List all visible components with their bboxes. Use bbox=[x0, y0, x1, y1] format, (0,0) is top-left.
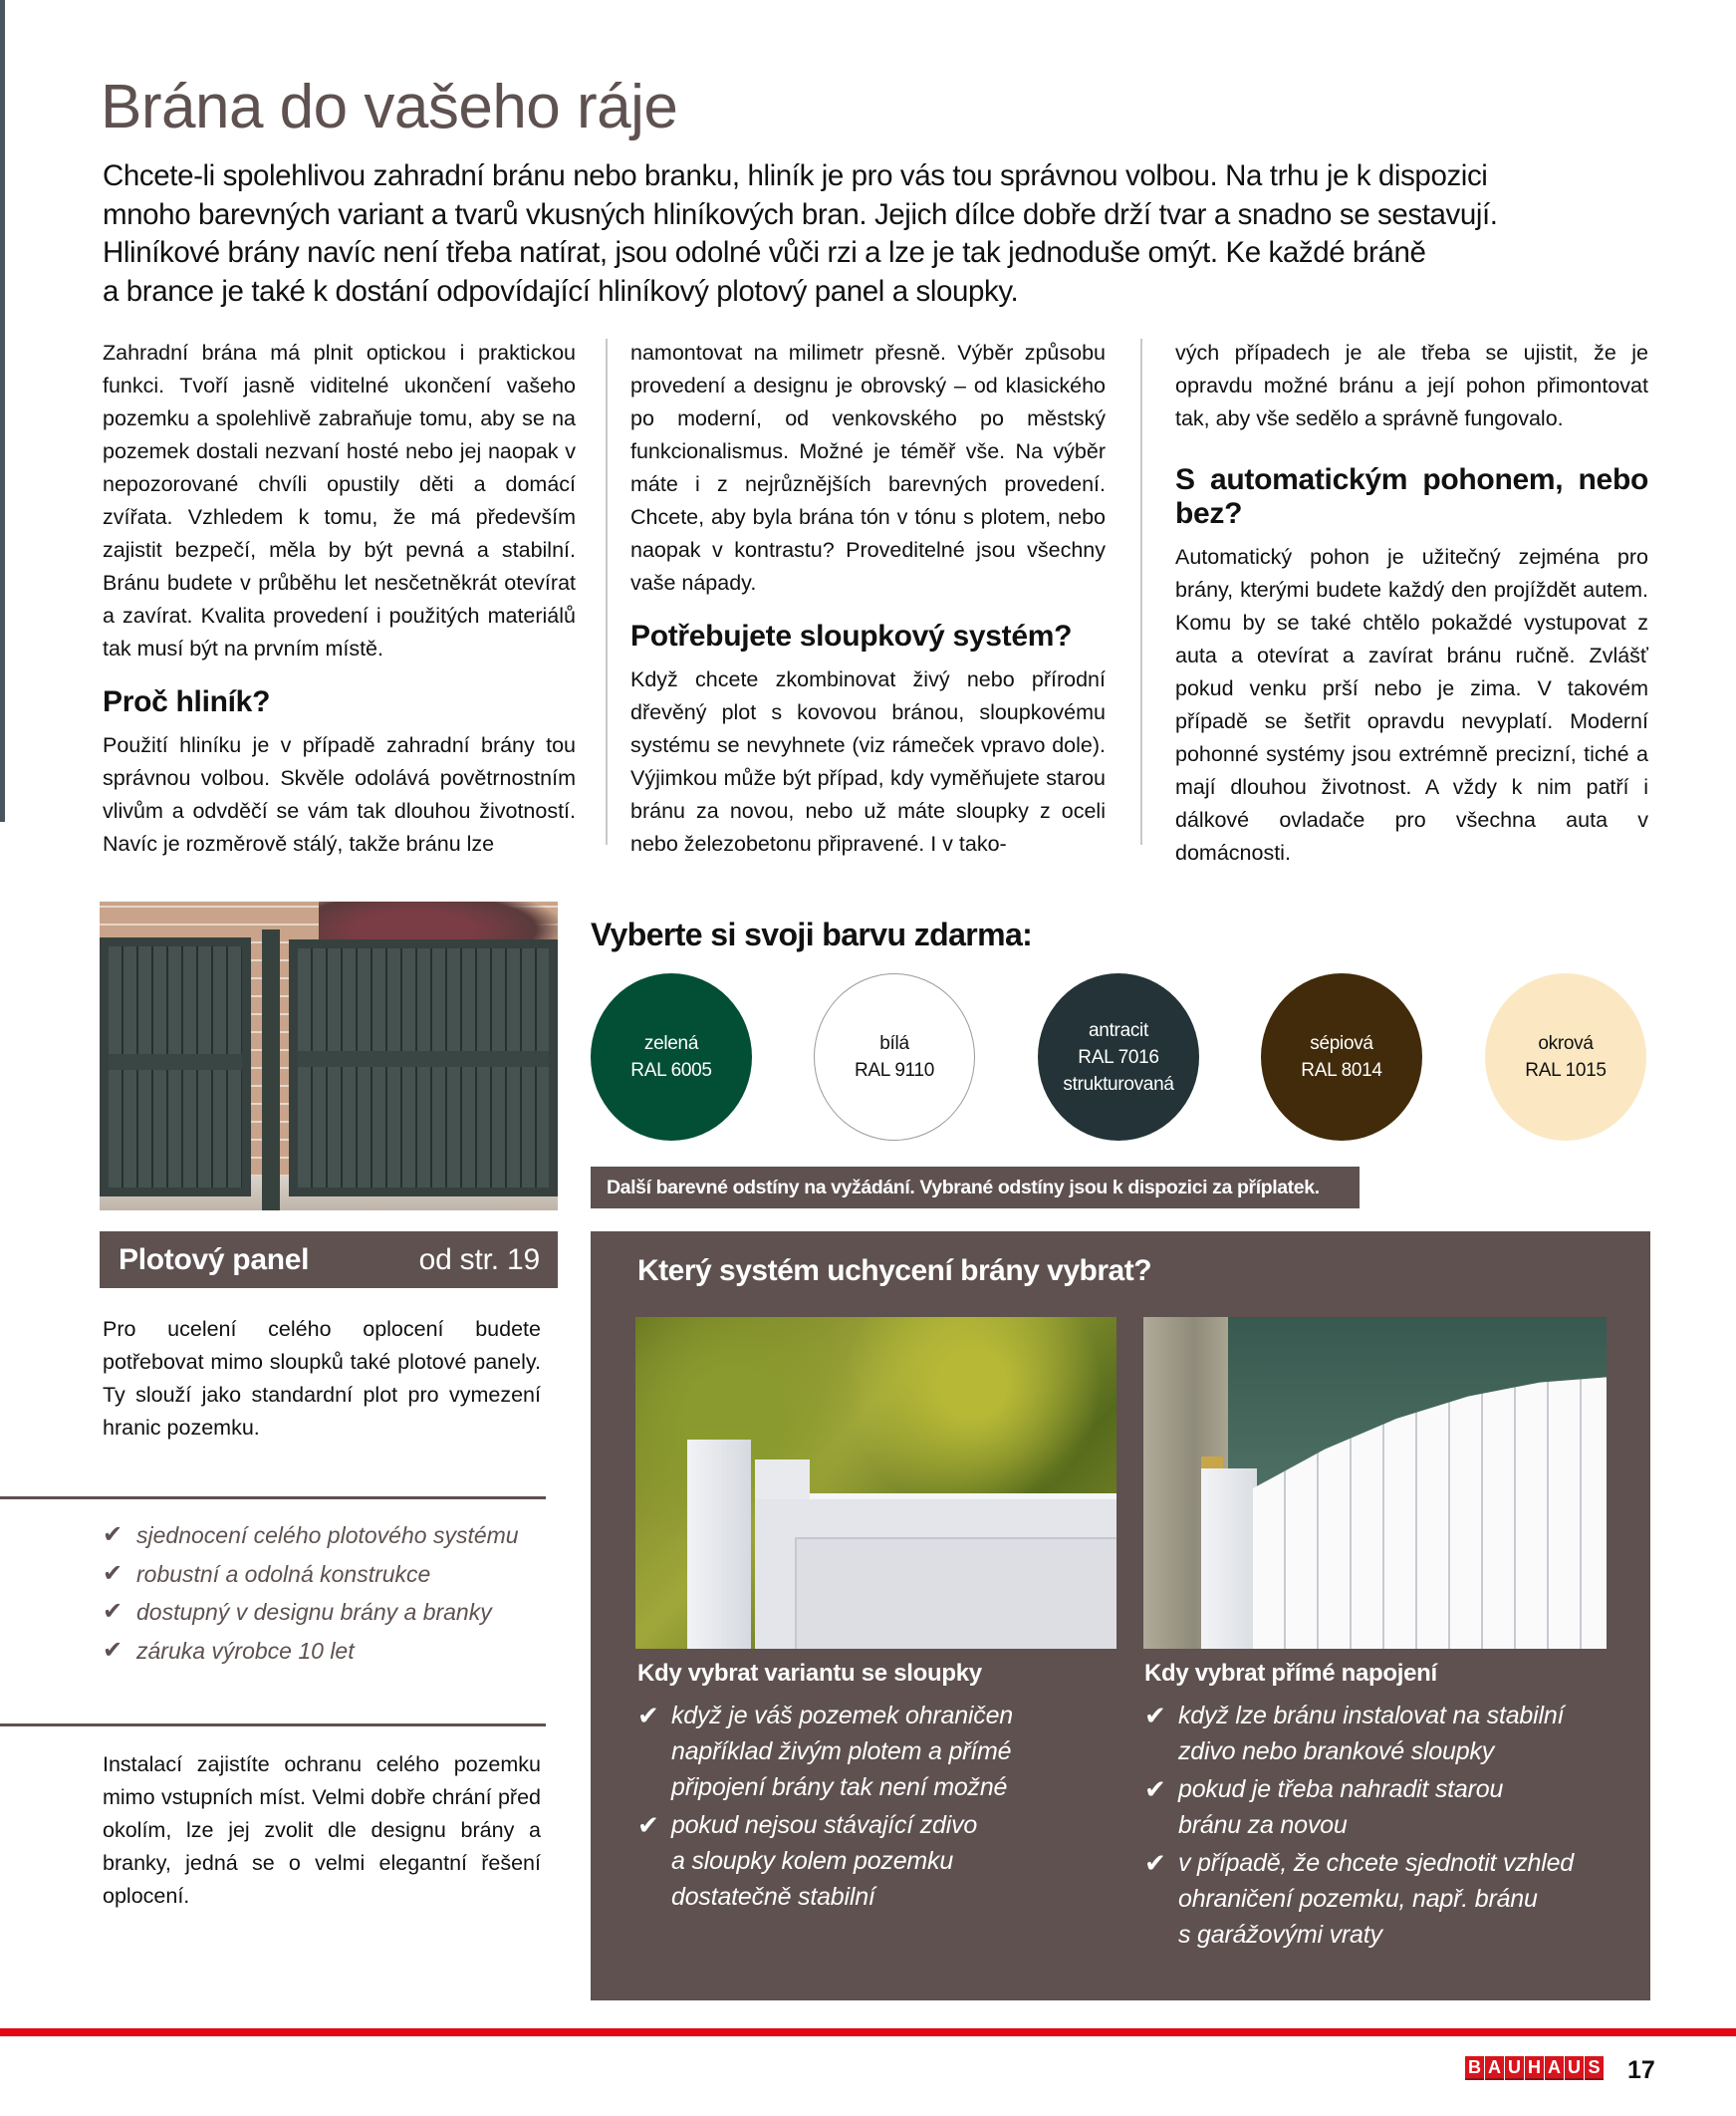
swatch-code: RAL 7016 bbox=[1078, 1046, 1159, 1068]
section-heading-post-system: Potřebujete sloupkový systém? bbox=[630, 620, 1073, 653]
logo-letter-tile: H bbox=[1525, 2056, 1544, 2080]
text-line: a sloupky kolem pozemku bbox=[671, 1847, 954, 1875]
color-swatch-sepia bbox=[1261, 973, 1422, 1141]
page-reference: od str. 19 bbox=[418, 1242, 540, 1276]
color-note-bar: Další barevné odstíny na vyžádání. Vybrané odstíny jsou k dispozici za příplatek. bbox=[591, 1167, 1360, 1208]
text-column-1 bbox=[103, 337, 576, 861]
checkmark-icon: ✔ bbox=[1144, 1701, 1166, 1730]
body-paragraph: Automatický pohon je užitečný zejména pro brány, kterými budete každý den projíždět autem. Komu by se také chtělo pokaždé vystupovat z auta a otevírat a zavírat bránu ručně. Zvlášť pokud venku prší nebo je zima. V takovém případě se šetřit opravdu nevyplatí. Moderní pohonné systémy jsou extrémně precizní, tiché a mají dlouhou životnost. A vždy k nim patří i dálkové ovladače pro všechna auta v domácnosti. bbox=[1175, 545, 1648, 865]
gate-with-posts-photo bbox=[635, 1317, 1116, 1649]
posts-variant-column bbox=[637, 1660, 1116, 1917]
feature-item bbox=[103, 1593, 519, 1632]
feature-text: sjednocení celého plotového systému bbox=[136, 1522, 519, 1548]
logo-letter-tile: A bbox=[1545, 2056, 1564, 2080]
lead-line: a brance je také k dostání odpovídající hliníkový plotový panel a sloupky. bbox=[103, 274, 1019, 308]
list-item-text bbox=[1178, 1771, 1503, 1843]
feature-text: robustní a odolná konstrukce bbox=[136, 1560, 431, 1587]
white-gate-panel bbox=[755, 1493, 1116, 1649]
fence-panel-description: Pro ucelení celého oplocení budete potřebovat mimo sloupků také plotové panely. Ty slouží jako standardní plot pro vymezení hranic pozemku. bbox=[103, 1317, 541, 1440]
text-line: ohraničení pozemku, např. bránu bbox=[1178, 1885, 1538, 1913]
swatch-code: RAL 6005 bbox=[630, 1060, 712, 1081]
gate-slats bbox=[298, 948, 549, 1188]
white-post bbox=[687, 1440, 751, 1649]
body-paragraph: Když chcete zkombinovat živý nebo přírodní dřevěný plot s kovovou bránou, sloupkovému systému se nevyhnete (viz rámeček vpravo dole). Výjimkou může být případ, kdy vyměňujete starou bránu za novou, nebo už máte sloupky z oceli nebo železobetonu připravené. I v tako- bbox=[630, 667, 1106, 856]
fence-gate-left bbox=[100, 937, 251, 1196]
text-column-2 bbox=[630, 337, 1106, 861]
lead-line: Hliníkové brány navíc není třeba natírat, jsou odolné vůči rzi a lze je tak jednoduše omýt. Ke každé bráně bbox=[103, 236, 1426, 269]
posts-variant-heading: Kdy vybrat variantu se sloupky bbox=[637, 1660, 982, 1687]
direct-mount-heading: Kdy vybrat přímé napojení bbox=[1144, 1660, 1437, 1687]
lead-paragraph bbox=[103, 157, 1656, 311]
feature-item bbox=[103, 1555, 519, 1594]
direct-mount-list bbox=[1144, 1698, 1622, 1953]
text-line: pokud nejsou stávající zdivo bbox=[671, 1811, 978, 1839]
text-line: pokud je třeba nahradit starou bbox=[1178, 1775, 1504, 1803]
logo-letter-tile: U bbox=[1505, 2056, 1524, 2080]
page-title: Brána do vašeho ráje bbox=[101, 73, 678, 141]
checkmark-icon: ✔ bbox=[103, 1559, 124, 1587]
checkmark-icon: ✔ bbox=[103, 1521, 124, 1548]
section-heading-automatic-drive: S automatickým pohonem, nebo bez? bbox=[1175, 463, 1648, 530]
fence-panel-photo bbox=[100, 902, 558, 1210]
logo-letter-tile: B bbox=[1465, 2056, 1484, 2080]
checkmark-icon: ✔ bbox=[637, 1701, 659, 1730]
color-swatch-white bbox=[814, 973, 975, 1141]
text-line: v případě, že chcete sjednotit vzhled bbox=[1178, 1849, 1575, 1877]
text-line: bránu za novou bbox=[1178, 1811, 1348, 1839]
text-line: dostatečně stabilní bbox=[671, 1883, 875, 1911]
bauhaus-logo bbox=[1465, 2056, 1604, 2080]
footer-red-rule bbox=[0, 2028, 1736, 2036]
gate-rail bbox=[298, 1051, 549, 1067]
gate-inset bbox=[795, 1537, 1116, 1649]
lead-line: mnoho barevných variant a tvarů vkusných hliníkových bran. Jejich dílce dobře drží tvar a snadno se sestavují. bbox=[103, 197, 1498, 231]
fence-panel-label-bar bbox=[100, 1231, 558, 1288]
list-item-text bbox=[1178, 1698, 1564, 1769]
feature-item bbox=[103, 1632, 519, 1671]
checkmark-icon: ✔ bbox=[637, 1810, 659, 1840]
checkmark-icon: ✔ bbox=[1144, 1848, 1166, 1878]
text-line: připojení brány tak není možné bbox=[671, 1773, 1008, 1801]
list-item-text bbox=[1178, 1845, 1574, 1953]
fence-panel-title: Plotový panel bbox=[119, 1242, 310, 1276]
white-post bbox=[1201, 1468, 1257, 1649]
feature-text: záruka výrobce 10 let bbox=[136, 1637, 355, 1664]
swatch-code: RAL 9110 bbox=[855, 1060, 934, 1081]
body-paragraph: Zahradní brána má plnit optickou i praktickou funkci. Tvoří jasně viditelné ukončení vašeho pozemku a spolehlivě zabraňuje tomu, aby se na pozemek dostali nezvaní hosté nebo jej naopak v nepozorované chvíli opustily děti a domácí zvířata. Vzhledem k tomu, že má především zajistit bezpečí, měla by být pevná a stabilní. Bránu budete v průběhu let nesčetněkrát otevírat a zavírat. Kvalita provedení i použitých materiálů tak musí být na prvním místě. bbox=[103, 341, 576, 661]
feature-item bbox=[103, 1516, 519, 1555]
section-heading-why-aluminium: Proč hliník? bbox=[103, 685, 271, 718]
checkmark-icon: ✔ bbox=[103, 1636, 124, 1664]
color-swatch-anthracite bbox=[1038, 973, 1199, 1141]
text-line: zdivo nebo brankové sloupky bbox=[1178, 1737, 1495, 1765]
section-rule bbox=[0, 1496, 546, 1499]
list-item bbox=[637, 1807, 1116, 1915]
color-swatch-green bbox=[591, 973, 752, 1141]
swatch-name: zelená bbox=[643, 1033, 699, 1054]
swatch-finish: strukturovaná bbox=[1063, 1073, 1174, 1095]
swatch-name: antracit bbox=[1089, 1019, 1148, 1041]
logo-letter-tile: A bbox=[1485, 2056, 1504, 2080]
page-edge-bar bbox=[0, 0, 5, 822]
color-swatch-ochre bbox=[1485, 973, 1646, 1141]
swatch-code: RAL 1015 bbox=[1525, 1060, 1607, 1081]
column-divider bbox=[1140, 339, 1142, 845]
list-item bbox=[1144, 1771, 1622, 1843]
hinge bbox=[1201, 1456, 1223, 1468]
gate-cap bbox=[755, 1459, 810, 1499]
list-item bbox=[1144, 1698, 1622, 1769]
text-line: když lze bránu instalovat na stabilní bbox=[1178, 1702, 1565, 1729]
text-line: například živým plotem a přímé bbox=[671, 1737, 1012, 1765]
text-line: když je váš pozemek ohraničen bbox=[671, 1702, 1013, 1729]
list-item bbox=[1144, 1845, 1622, 1953]
gate-rail bbox=[109, 1054, 242, 1070]
logo-letter-tile: S bbox=[1585, 2056, 1604, 2080]
page-number: 17 bbox=[1627, 2056, 1655, 2084]
direct-mount-column bbox=[1144, 1660, 1622, 1955]
section-rule bbox=[0, 1723, 546, 1726]
installation-description: Instalací zajistíte ochranu celého pozemku mimo vstupních míst. Velmi dobře chrání před okolím, lze jej zvolit dle designu brány a branky, jedná se o velmi elegantní řešení oplocení. bbox=[103, 1752, 541, 1908]
mounting-system-title: Který systém uchycení brány vybrat? bbox=[637, 1254, 1152, 1287]
color-choice-heading: Vyberte si svoji barvu zdarma: bbox=[591, 917, 1033, 952]
fence-post bbox=[262, 929, 280, 1210]
list-item-text bbox=[671, 1807, 977, 1915]
feature-text: dostupný v designu brány a branky bbox=[136, 1599, 492, 1625]
swatch-name: okrová bbox=[1538, 1033, 1594, 1054]
checkmark-icon: ✔ bbox=[1144, 1774, 1166, 1804]
logo-letter-tile: U bbox=[1565, 2056, 1584, 2080]
fence-panel-features bbox=[103, 1516, 519, 1670]
fence-gate-right bbox=[289, 939, 558, 1196]
checkmark-icon: ✔ bbox=[103, 1598, 124, 1625]
list-item-text bbox=[671, 1698, 1013, 1805]
body-paragraph: namontovat na milimetr přesně. Výběr způsobu provedení a designu je obrovský – od klasického po moderní, od venkovského po městský funkcionalismus. Možné je téměř vše. Na výběr máte i z nejrůznějších barevných provedení. Chcete, aby byla brána tón v tónu s plotem, nebo naopak v kontrastu? Proveditelné jsou všechny vaše nápady. bbox=[630, 341, 1106, 595]
list-item bbox=[637, 1698, 1116, 1805]
arched-white-gate bbox=[1253, 1377, 1607, 1649]
lead-line: Chcete-li spolehlivou zahradní bránu nebo branku, hliník je pro vás tou správnou volbou. Na trhu je k dispozici bbox=[103, 159, 1488, 192]
text-line: s garážovými vraty bbox=[1178, 1921, 1382, 1949]
mounting-system-box bbox=[591, 1231, 1650, 2000]
swatch-name: sépiová bbox=[1310, 1033, 1373, 1054]
text-column-3 bbox=[1175, 337, 1648, 870]
posts-variant-list bbox=[637, 1698, 1116, 1915]
swatch-name: bílá bbox=[879, 1033, 909, 1054]
body-paragraph: vých případech je ale třeba se ujistit, že je opravdu možné bránu a její pohon přimontovat tak, aby vše sedělo a správně fungovalo. bbox=[1175, 341, 1648, 430]
swatch-code: RAL 8014 bbox=[1301, 1060, 1382, 1081]
column-divider bbox=[606, 339, 608, 845]
body-paragraph: Použití hliníku je v případě zahradní brány tou správnou volbou. Skvěle odolává povětrnostním vlivům a odvděčí se vám tak dlouhou životností. Navíc je rozměrově stálý, takže bránu lze bbox=[103, 733, 576, 856]
direct-mount-gate-photo bbox=[1143, 1317, 1607, 1649]
